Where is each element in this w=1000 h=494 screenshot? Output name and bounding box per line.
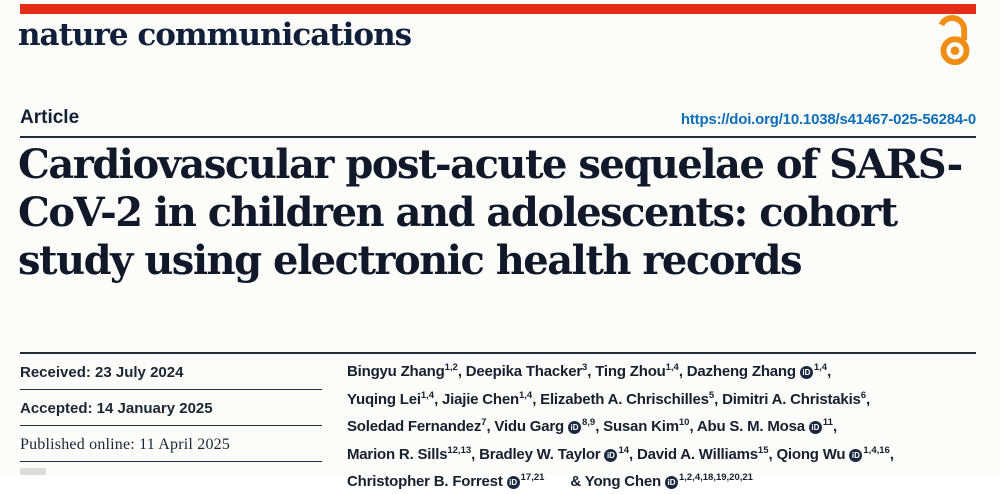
open-access-icon (932, 16, 978, 66)
author-name: Yong Chen (584, 473, 661, 490)
title-line: study using electronic health records (18, 237, 801, 284)
orcid-icon: iD (800, 366, 813, 379)
author-name: Bradley W. Taylor (479, 445, 601, 463)
author-line: Yuqing Lei$^{1,4}$, Jiajie Chen$^{1,4}$, Elizabeth A. Chrischilles$^5$, Dimitri A. Christakis$^6$, (347, 389, 870, 408)
author-affiliation-superscript: 1,4 (519, 389, 533, 401)
author-name: Elizabeth A. Chrischilles (540, 390, 709, 408)
author-name: Marion R. Sills (347, 445, 448, 463)
author-affiliation-superscript: 1,4 (420, 389, 435, 401)
check-for-updates-badge-partial (20, 468, 46, 475)
author-affiliation-superscript: 1,4 (813, 362, 828, 373)
author-name: Vidu Garg (494, 418, 564, 435)
author-affiliation-superscript: 10 (678, 417, 690, 428)
author-name: Susan Kim (603, 418, 679, 435)
author-name: Soledad Fernandez (347, 418, 482, 435)
author-line: Soledad Fernandez$^7$, Vidu Garg iD $^{8,9}$, Susan Kim$^{10}$, Abu S. M. Mosa iD $^{11}$, (347, 417, 837, 435)
author-affiliation-superscript: 8,9 (581, 417, 596, 428)
author-affiliation-superscript: 1,4,16 (863, 444, 890, 456)
brand-bar (20, 4, 976, 14)
orcid-icon: iD (604, 449, 617, 462)
orcid-icon: iD (809, 421, 822, 434)
orcid-icon: iD (568, 421, 581, 434)
author-affiliation-superscript: 6 (860, 389, 866, 401)
author-name: Qiong Wu (776, 445, 846, 463)
author-affiliation-superscript: 15 (757, 444, 769, 456)
title-line: Cardiovascular post-acute sequelae of SARS- (18, 141, 962, 188)
author-name: Deepika Thacker (465, 363, 582, 380)
journal-logo: nature communications (18, 17, 412, 53)
author-affiliation-superscript: 5 (708, 389, 715, 401)
author-name: Ting Zhou (595, 363, 666, 380)
header-divider (20, 136, 976, 138)
author-line: Bingyu Zhang$^{1,2}$, Deepika Thacker$^3$, Ting Zhou$^{1,4}$, Dazheng Zhang iD $^{1,4}$, (347, 362, 832, 380)
author-name: Christopher B. Forrest (347, 473, 503, 490)
published-date: Published online: 11 April 2025 (20, 426, 322, 462)
accepted-date: Accepted: 14 January 2025 (20, 390, 322, 426)
article-type-label: Article (20, 107, 80, 128)
author-affiliation-superscript: 14 (618, 444, 630, 456)
author-name: Yuqing Lei (347, 390, 421, 408)
doi-link[interactable]: https://doi.org/10.1038/s41467-025-56284-0 (680, 111, 976, 128)
date-panel (20, 354, 322, 462)
author-line: Christopher B. Forrest iD $^{17,21}$ & Yong Chen iD $^{1,2,4,18,19,20,21}$ (347, 472, 753, 490)
title-line: CoV-2 in children and adolescents: cohort (18, 189, 897, 236)
orcid-icon: iD (849, 449, 862, 462)
author-name: Dimitri A. Christakis (722, 390, 861, 408)
orcid-icon: iD (507, 476, 520, 489)
author-affiliation-superscript: 17,21 (520, 472, 545, 483)
author-affiliation-superscript: 3 (581, 362, 588, 373)
author-affiliation-superscript: 1,2,4,18,19,20,21 (679, 472, 753, 483)
article-title (18, 141, 962, 285)
author-name: Dazheng Zhang (686, 363, 796, 380)
author-name: David A. Williams (636, 445, 758, 463)
author-list (347, 356, 987, 494)
author-affiliation-superscript: 12,13 (447, 444, 472, 456)
author-line: Marion R. Sills$^{12,13}$, Bradley W. Taylor iD $^{14}$, David A. Williams$^{15}$, Qiong Wu iD $^{1,4,16}$, (347, 444, 894, 463)
author-name: Jiajie Chen (442, 390, 519, 408)
author-affiliation-superscript: 11 (822, 417, 833, 428)
author-name: Abu S. M. Mosa (696, 418, 805, 435)
author-name: Bingyu Zhang (347, 363, 445, 380)
author-affiliation-superscript: 7 (481, 417, 487, 428)
orcid-icon: iD (665, 476, 678, 489)
author-affiliation-superscript: 1,4 (665, 362, 679, 373)
received-date: Received: 23 July 2024 (20, 354, 322, 390)
author-affiliation-superscript: 1,2 (444, 362, 458, 373)
